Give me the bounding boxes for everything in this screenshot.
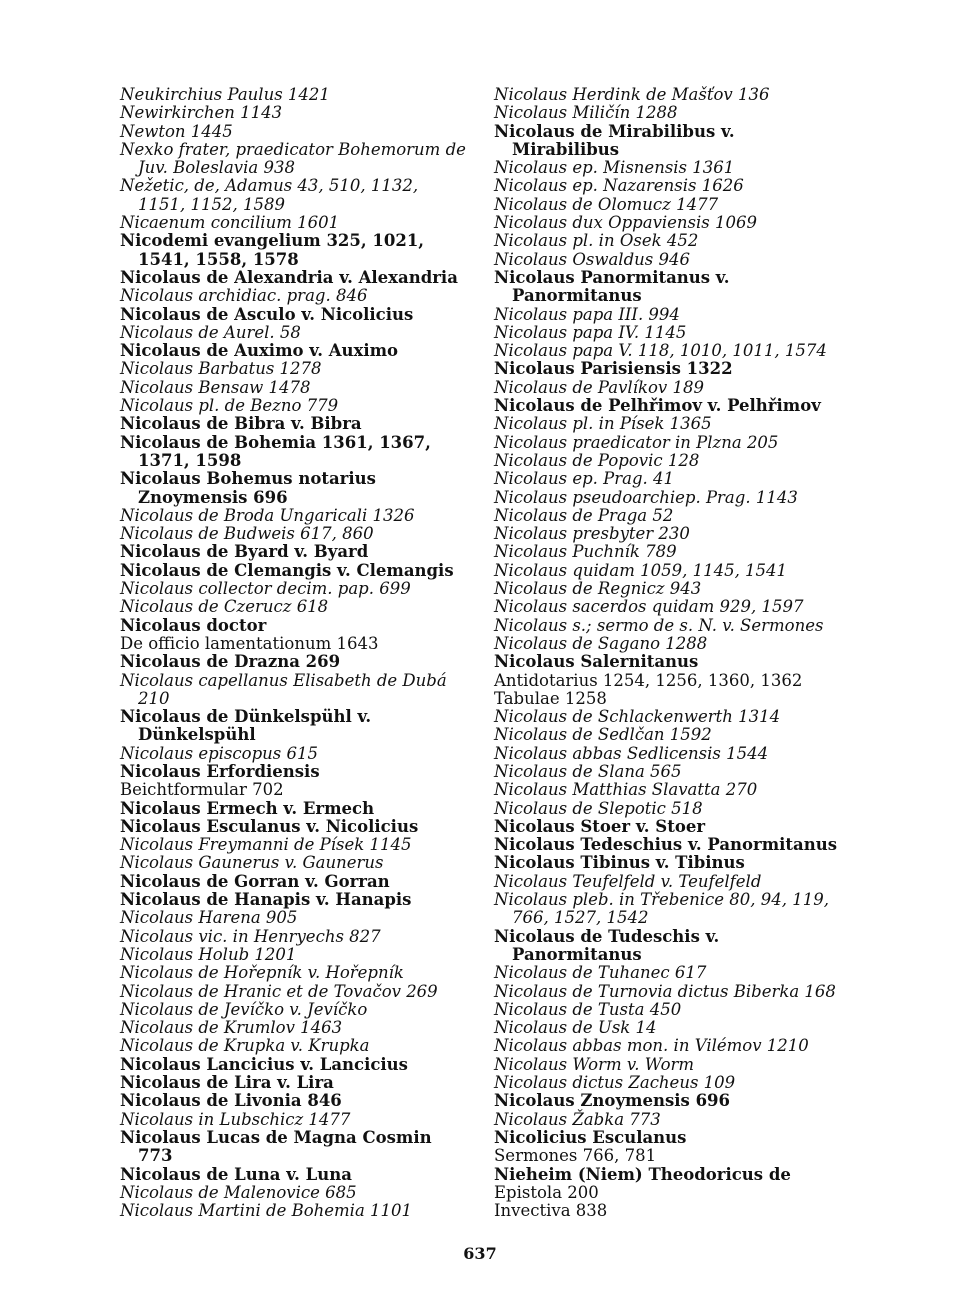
index-entry: Nicolaus Panormitanus v. Panormitanus — [494, 267, 730, 306]
index-entry: Nicolaus presbyter 230 — [494, 524, 690, 544]
index-entry: Nicolaus Freymanni de Písek 1145 — [120, 835, 412, 855]
index-entry: Nicolaus in Lubschicz 1477 — [120, 1109, 351, 1129]
index-entry: Nicolaus de Usk 14 — [494, 1018, 657, 1038]
index-entry: Nicolaus de Schlackenwerth 1314 — [494, 707, 781, 727]
index-entry: Nicodemi evangelium 325, 1021, 1541, 1558, 1578 — [120, 231, 425, 269]
index-entry: Nicolaus de Byard v. Byard — [120, 542, 369, 562]
index-entry: Nicolaus papa III. 994 — [494, 304, 680, 324]
index-entry: Nicolaus de Krumlov 1463 — [120, 1018, 343, 1038]
index-entry: Nicolaus ep. Prag. 41 — [494, 469, 675, 489]
index-entry: Nicolaus Harena 905 — [120, 908, 298, 928]
index-entry: Nicolaus doctor — [120, 615, 267, 635]
index-entry: Nicolaus dictus Zacheus 109 — [494, 1073, 736, 1093]
index-entry: Nicolaus ep. Misnensis 1361 — [494, 158, 735, 178]
index-entry: Nicolaus Teufelfeld v. Teufelfeld — [494, 871, 762, 891]
index-entry: Nicolaus de Pelhřimov v. Pelhřimov — [494, 396, 821, 416]
index-entry: Nicaenum concilium 1601 — [120, 213, 340, 233]
index-entry: Nicolaus de Hranic et de Tovačov 269 — [120, 981, 438, 1001]
index-entry: Nicolaus ep. Nazarensis 1626 — [494, 176, 744, 196]
index-entry: Nicolaus Martini de Bohemia 1101 — [120, 1201, 413, 1221]
index-entry: Nicolaus de Drazna 269 — [120, 652, 341, 672]
index-entry: Nicolaus Parisiensis 1322 — [494, 359, 733, 379]
index-entry: Nicolaus s.; sermo de s. N. v. Sermones — [494, 615, 824, 635]
index-entry: Nicolaus Herdink de Mašťov 136 — [494, 85, 770, 104]
index-subentry: Beichtformular 702 — [120, 780, 284, 800]
index-entry: Nicolaus collector decim. pap. 699 — [120, 579, 411, 599]
index-entry: Nicolaus de Krupka v. Krupka — [120, 1036, 370, 1056]
index-entry: Nicolaus Žabka 773 — [494, 1109, 661, 1129]
index-entry: Nicolaus de Popovic 128 — [494, 450, 700, 470]
index-entry: Nicolaus de Tudeschis v. Panormitanus — [494, 926, 720, 964]
index-entry: Nicolaus de Aurel. 58 — [120, 322, 301, 342]
index-entry: Neukirchius Paulus 1421 — [120, 85, 330, 104]
index-entry: Nicolaus de Broda Ungaricali 1326 — [120, 505, 415, 525]
index-entry: Nicolaus de Alexandria v. Alexandria — [120, 267, 458, 287]
index-entry: Nexko frater, praedicator Bohemorum de Juv. Boleslavia 938 — [120, 139, 466, 178]
index-entry: Nicolaus pleb. in Třebenice 80, 94, 119, 766, 1527, 1542 — [494, 890, 829, 928]
index-entry: Nicolaus de Hořepník v. Hořepník — [120, 963, 404, 983]
index-entry: Nicolaus de Luna v. Luna — [120, 1164, 352, 1184]
index-subentry: Antidotarius 1254, 1256, 1360, 1362 — [494, 670, 803, 690]
index-entry: Nicolaus de Tuhanec 617 — [494, 963, 707, 983]
index-entry: Nicolaus de Bohemia 1361, 1367, 1371, 1598 — [120, 432, 431, 470]
index-entry: Nicolaus episcopus 615 — [120, 743, 318, 763]
index-entry: Nicolaus abbas mon. in Vilémov 1210 — [494, 1036, 809, 1056]
index-entry: Nicolaus praedicator in Plzna 205 — [494, 432, 779, 452]
index-entry: Nicolaus Tibinus v. Tibinus — [494, 853, 745, 873]
index-entry: Nicolaus Matthias Slavatta 270 — [494, 780, 758, 800]
index-entry: Nicolaus Salernitanus — [494, 652, 699, 672]
index-column-left — [120, 86, 468, 1220]
index-column-right — [494, 86, 846, 1220]
index-subentry: Epistola 200 — [494, 1182, 599, 1202]
index-entry: Nicolaus papa V. 118, 1010, 1011, 1574 — [494, 341, 827, 361]
index-entry: Nicolaus Lancicius v. Lancicius — [120, 1054, 408, 1074]
index-entry: Nicolaus Miličín 1288 — [494, 103, 678, 123]
index-entry: Nicolaus abbas Sedlicensis 1544 — [494, 743, 769, 763]
index-entry: Nicolaus papa IV. 1145 — [494, 322, 687, 342]
index-entry: Nicolaus de Mirabilibus v. Mirabilibus — [494, 121, 735, 159]
index-entry: Nicolaus Tedeschius v. Panormitanus — [494, 835, 838, 855]
index-entry: Nieheim (Niem) Theodoricus de — [494, 1164, 791, 1184]
index-entry: Nicolicius Esculanus — [494, 1127, 687, 1147]
index-entry: Nicolaus dux Oppaviensis 1069 — [494, 213, 758, 233]
index-entry: Nicolaus Puchník 789 — [494, 542, 677, 562]
index-entry: Nicolaus pseudoarchiep. Prag. 1143 — [494, 487, 798, 507]
index-subentry: De officio lamentationum 1643 — [120, 633, 379, 653]
index-entry: Nicolaus Lucas de Magna Cosmin 773 — [120, 1127, 432, 1166]
index-entry: Nicolaus pl. de Bezno 779 — [120, 396, 339, 416]
index-entry: Nicolaus quidam 1059, 1145, 1541 — [494, 560, 788, 580]
index-entry: Nicolaus de Jevíčko v. Jevíčko — [120, 999, 368, 1019]
index-entry: Nicolaus de Auximo v. Auximo — [120, 341, 399, 361]
index-entry: Nicolaus de Clemangis v. Clemangis — [120, 560, 454, 580]
index-subentry: Invectiva 838 — [494, 1201, 608, 1221]
index-entry: Nicolaus de Olomucz 1477 — [494, 194, 719, 214]
index-entry: Nicolaus de Pavlíkov 189 — [494, 377, 704, 397]
index-entry: Nicolaus Stoer v. Stoer — [494, 816, 706, 836]
index-entry: Nicolaus de Dünkelspühl v. Dünkelspühl — [120, 707, 372, 745]
index-entry: Nicolaus Erfordiensis — [120, 761, 320, 781]
index-entry: Nicolaus de Budweis 617, 860 — [120, 524, 374, 544]
index-entry: Newirkirchen 1143 — [120, 103, 283, 123]
index-entry: Nicolaus de Czerucz 618 — [120, 597, 329, 617]
index-entry: Nicolaus Znoymensis 696 — [494, 1091, 731, 1111]
index-entry: Nicolaus Gaunerus v. Gaunerus — [120, 853, 384, 873]
index-entry: Nicolaus sacerdos quidam 929, 1597 — [494, 597, 804, 617]
index-entry: Nicolaus Bensaw 1478 — [120, 377, 311, 397]
index-entry: Nicolaus de Sagano 1288 — [494, 633, 708, 653]
index-entry: Nicolaus de Asculo v. Nicolicius — [120, 304, 414, 324]
index-entry: Nicolaus de Sedlčan 1592 — [494, 725, 712, 745]
index-entry: Nicolaus Esculanus v. Nicolicius — [120, 816, 419, 836]
index-entry: Nicolaus de Turnovia dictus Biberka 168 — [494, 981, 836, 1001]
index-entry: Nicolaus pl. in Písek 1365 — [494, 414, 712, 434]
index-subentry: Sermones 766, 781 — [494, 1146, 657, 1166]
index-entry: Nicolaus Ermech v. Ermech — [120, 798, 375, 818]
index-entry: Nicolaus de Malenovice 685 — [120, 1182, 357, 1202]
index-entry: Nicolaus capellanus Elisabeth de Dubá 210 — [120, 670, 447, 708]
index-entry: Nicolaus pl. in Osek 452 — [494, 231, 699, 251]
index-entry: Nicolaus de Regnicz 943 — [494, 579, 702, 599]
index-entry: Nicolaus vic. in Henryechs 827 — [120, 926, 381, 946]
index-entry: Nicolaus de Livonia 846 — [120, 1091, 342, 1111]
index-entry: Nicolaus de Hanapis v. Hanapis — [120, 890, 412, 910]
index-entry: Nicolaus de Slana 565 — [494, 761, 682, 781]
index-entry: Nicolaus archidiac. prag. 846 — [120, 286, 368, 306]
index-entry: Nicolaus de Lira v. Lira — [120, 1073, 334, 1093]
index-entry: Nicolaus Holub 1201 — [120, 944, 297, 964]
index-entry: Nicolaus Oswaldus 946 — [494, 249, 690, 269]
index-entry: Nicolaus de Gorran v. Gorran — [120, 871, 390, 891]
index-entry: Nicolaus Worm v. Worm — [494, 1054, 695, 1074]
index-entry: Nicolaus Barbatus 1278 — [120, 359, 322, 379]
page-number: 637 — [463, 1244, 497, 1263]
index-entry: Newton 1445 — [120, 121, 233, 141]
index-entry: Nicolaus de Tusta 450 — [494, 999, 682, 1019]
index-entry: Nicolaus de Praga 52 — [494, 505, 674, 525]
index-subentry: Tabulae 1258 — [494, 688, 607, 708]
index-entry: Nicolaus de Bibra v. Bibra — [120, 414, 362, 434]
index-entry: Nicolaus Bohemus notarius Znoymensis 696 — [120, 469, 376, 507]
index-entry: Nicolaus de Slepotic 518 — [494, 798, 703, 818]
index-entry: Nežetic, de, Adamus 43, 510, 1132, 1151, 1152, 1589 — [120, 176, 419, 214]
